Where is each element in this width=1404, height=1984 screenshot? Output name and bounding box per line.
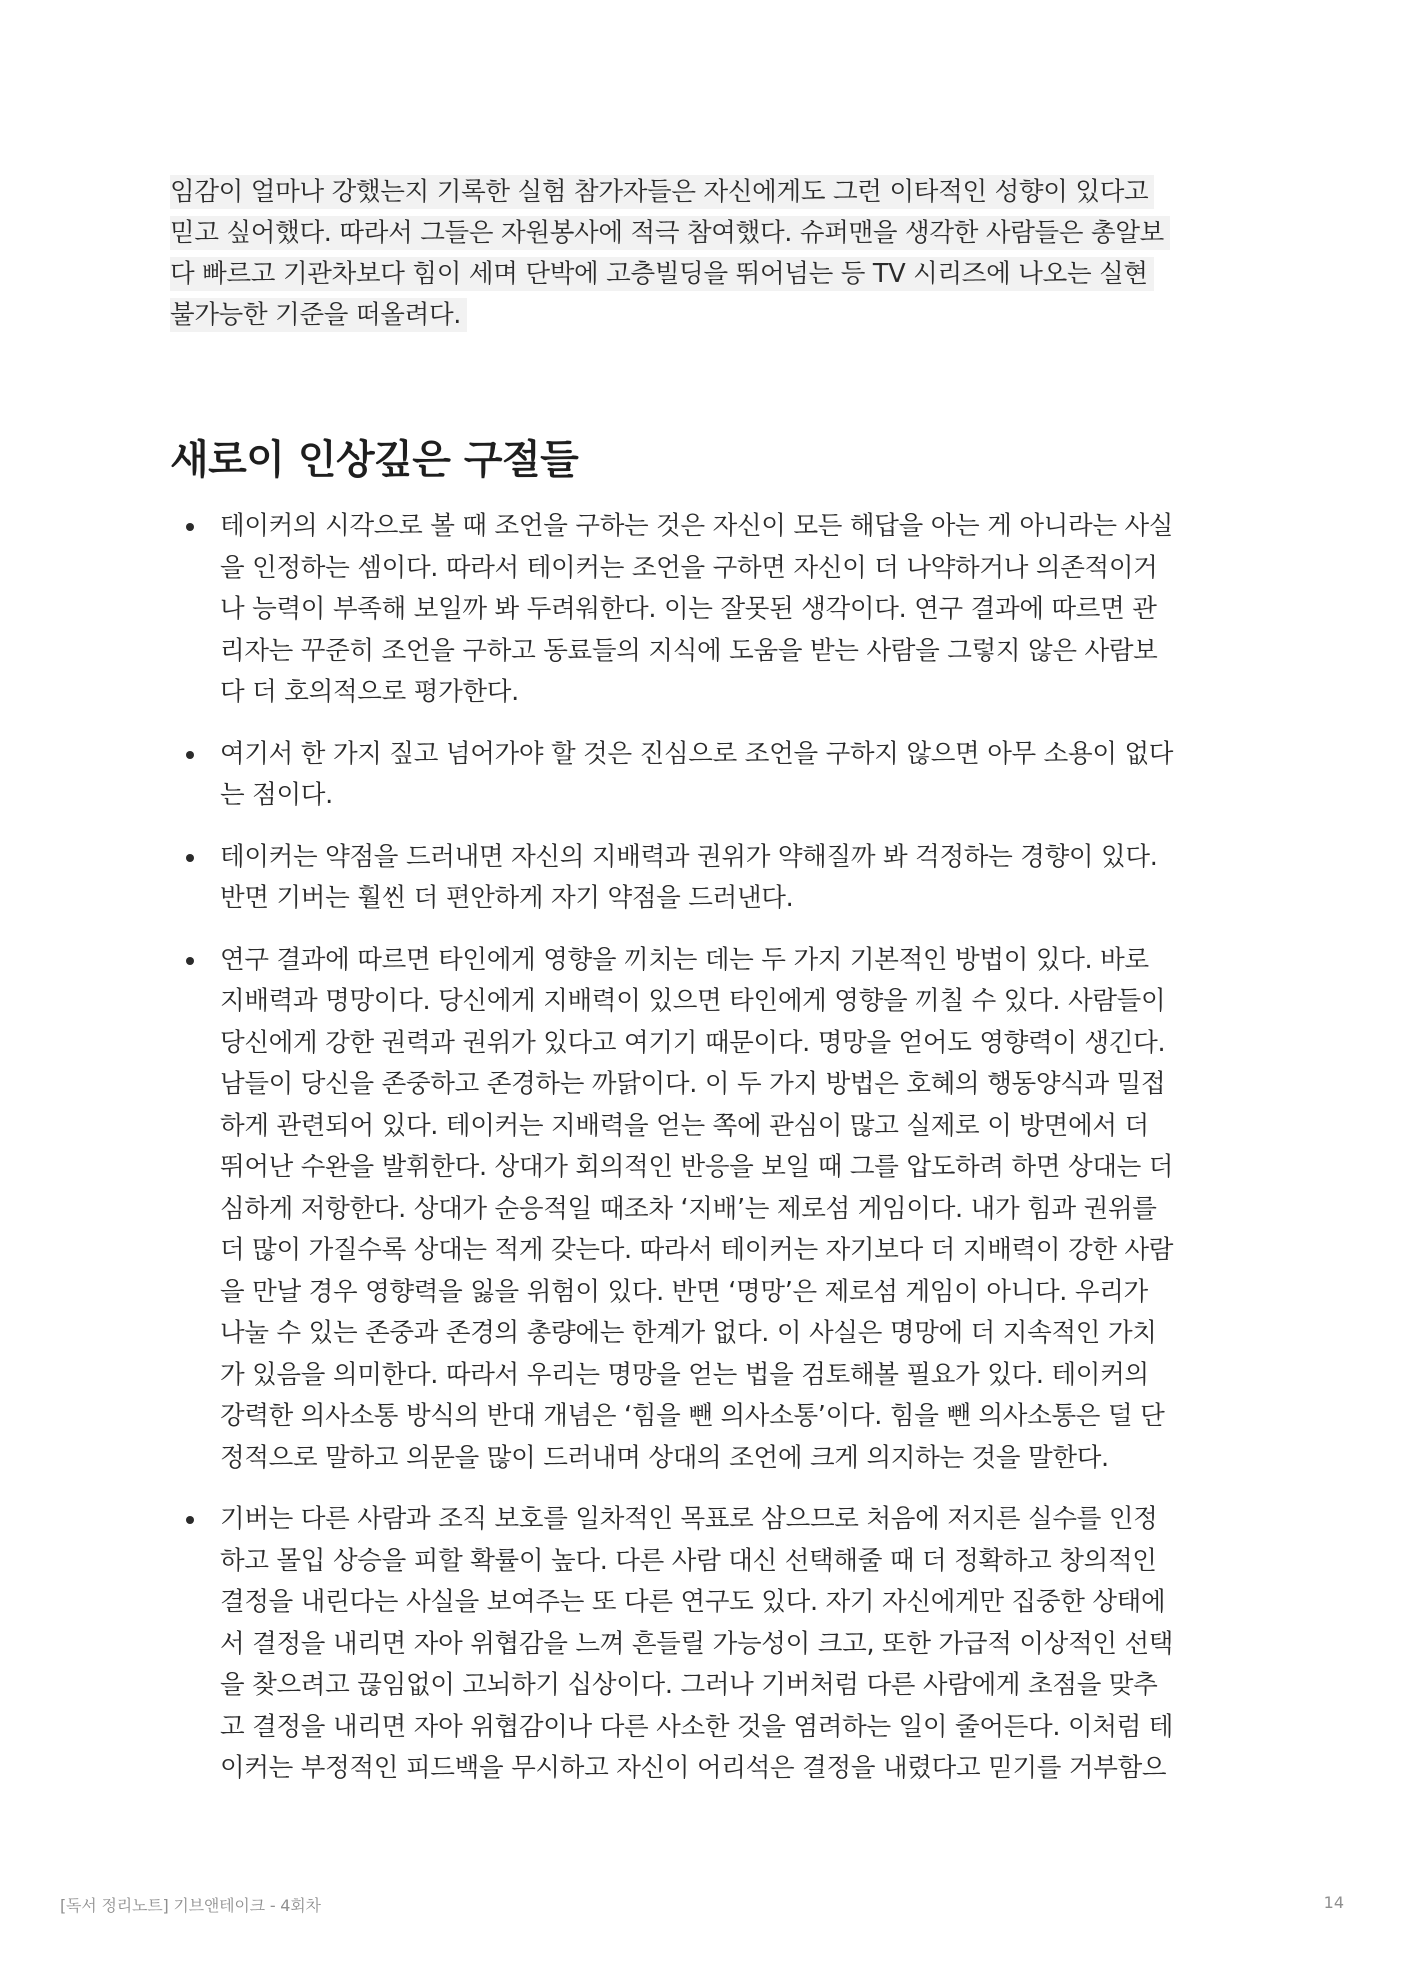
bullet-icon (186, 751, 194, 759)
bullet-line: 연구 결과에 따르면 타인에게 영향을 끼치는 데는 두 가지 기본적인 방법이 있다. 바로 (220, 944, 1149, 975)
list-item (170, 1499, 1250, 1790)
bullet-line: 여기서 한 가지 짚고 넘어가야 할 것은 진심으로 조언을 구하지 않으면 아무 소용이 없다 (220, 738, 1174, 769)
bullet-icon (186, 1516, 194, 1524)
bullet-line: 기버는 다른 사람과 조직 보호를 일차적인 목표로 삼으므로 처음에 저지른 실수를 인정 (220, 1504, 1158, 1534)
bullet-line: 결정을 내린다는 사실을 보여주는 또 다른 연구도 있다. 자기 자신에게만 집중한 상태에 (220, 1587, 1166, 1617)
bullet-line: 나눌 수 있는 존중과 존경의 총량에는 한계가 없다. 이 사실은 명망에 더 지속적인 가치 (220, 1318, 1157, 1348)
bullet-line: 나 능력이 부족해 보일까 봐 두려워한다. 이는 잘못된 생각이다. 연구 결과에 따르면 관 (220, 594, 1157, 624)
quote-line (170, 172, 1230, 213)
footer-document-title: [독서 정리노트] 기브앤테이크 - 4회차 (60, 1896, 321, 1915)
bullet-line: 테이커의 시각으로 볼 때 조언을 구하는 것은 자신이 모든 해답을 아는 게 아니라는 사실 (220, 511, 1174, 541)
list-item (170, 506, 1250, 714)
bullet-line: 하게 관련되어 있다. 테이커는 지배력을 얻는 쪽에 관심이 많고 실제로 이 방면에서 더 (220, 1110, 1149, 1141)
quote-line (170, 254, 1230, 295)
bullet-line: 더 많이 가질수록 상대는 적게 갖는다. 따라서 테이커는 자기보다 더 지배력이 강한 사람 (220, 1235, 1174, 1265)
bullet-line: 다 더 호의적으로 평가한다. (220, 677, 519, 707)
quote-line (170, 295, 1230, 336)
quote-line-text: 다 빠르고 기관차보다 힘이 세며 단박에 고층빌딩을 뛰어넘는 등 TV 시리즈에 나오는 실현 (170, 257, 1154, 291)
quote-line-text: 불가능한 기준을 떠올려다. (170, 298, 467, 332)
bullet-line: 이커는 부정적인 피드백을 무시하고 자신이 어리석은 결정을 내렸다고 믿기를 거부함으 (220, 1753, 1167, 1783)
bullet-line: 을 만날 경우 영향력을 잃을 위험이 있다. 반면 ‘명망’은 제로섬 게임이 아니다. 우리가 (220, 1276, 1148, 1307)
bullet-line: 는 점이다. (220, 780, 333, 810)
bullet-line: 뛰어난 수완을 발휘한다. 상대가 회의적인 반응을 보일 때 그를 압도하려 하면 상대는 더 (220, 1152, 1174, 1182)
bullet-line: 반면 기버는 훨씬 더 편안하게 자기 약점을 드러낸다. (220, 883, 794, 913)
highlighted-quote (170, 172, 1230, 336)
bullet-line: 당신에게 강한 권력과 권위가 있다고 여기기 때문이다. 명망을 얻어도 영향력이 생긴다. (220, 1027, 1166, 1058)
list-item (170, 837, 1250, 920)
bullet-line: 을 인정하는 셈이다. 따라서 테이커는 조언을 구하면 자신이 더 나약하거나 의존적이거 (220, 552, 1158, 583)
bullet-line: 리자는 꾸준히 조언을 구하고 동료들의 지식에 도움을 받는 사람을 그렇지 않은 사람보 (220, 635, 1158, 666)
bullet-line: 가 있음을 의미한다. 따라서 우리는 명망을 얻는 법을 검토해볼 필요가 있다. 테이커의 (220, 1359, 1149, 1390)
footer-page-number: 14 (1323, 1893, 1344, 1912)
list-item (170, 734, 1250, 817)
bullet-line: 남들이 당신을 존중하고 존경하는 까닭이다. 이 두 가지 방법은 호혜의 행동양식과 밀접 (220, 1069, 1166, 1099)
bullet-line: 정적으로 말하고 의문을 많이 드러내며 상대의 조언에 크게 의지하는 것을 말한다. (220, 1442, 1109, 1473)
quote-line (170, 213, 1230, 254)
bullet-line: 심하게 저항한다. 상대가 순응적일 때조차 ‘지배’는 제로섬 게임이다. 내가 힘과 권위를 (220, 1193, 1157, 1224)
bullet-line: 지배력과 명망이다. 당신에게 지배력이 있으면 타인에게 영향을 끼칠 수 있다. 사람들이 (220, 986, 1166, 1016)
list-item (170, 940, 1250, 1480)
bullet-line: 을 찾으려고 끊임없이 고뇌하기 십상이다. 그러나 기버처럼 다른 사람에게 초점을 맞추 (220, 1670, 1158, 1700)
bullet-line: 테이커는 약점을 드러내면 자신의 지배력과 권위가 약해질까 봐 걱정하는 경향이 있다. (220, 841, 1158, 872)
section-heading: 새로이 인상깊은 구절들 (170, 437, 579, 483)
quote-line-text: 믿고 싶어했다. 따라서 그들은 자원봉사에 적극 참여했다. 슈퍼맨을 생각한 사람들은 총알보 (170, 216, 1170, 250)
bullet-icon (186, 957, 194, 965)
bullet-line: 하고 몰입 상승을 피할 확률이 높다. 다른 사람 대신 선택해줄 때 더 정확하고 창의적인 (220, 1545, 1157, 1576)
bullet-icon (186, 854, 194, 862)
quote-line-text: 임감이 얼마나 강했는지 기록한 실험 참가자들은 자신에게도 그런 이타적인 성향이 있다고 (170, 175, 1154, 209)
bullet-line: 고 결정을 내리면 자아 위협감이나 다른 사소한 것을 염려하는 일이 줄어든다. 이처럼 테 (220, 1711, 1174, 1742)
bullet-icon (186, 523, 194, 531)
bullet-line: 서 결정을 내리면 자아 위협감을 느껴 흔들릴 가능성이 크고, 또한 가급적 이상적인 선택 (220, 1628, 1174, 1659)
bullet-line: 강력한 의사소통 방식의 반대 개념은 ‘힘을 뺀 의사소통’이다. 힘을 뺀 의사소통은 덜 단 (220, 1401, 1165, 1431)
bullet-list (170, 506, 1250, 1810)
